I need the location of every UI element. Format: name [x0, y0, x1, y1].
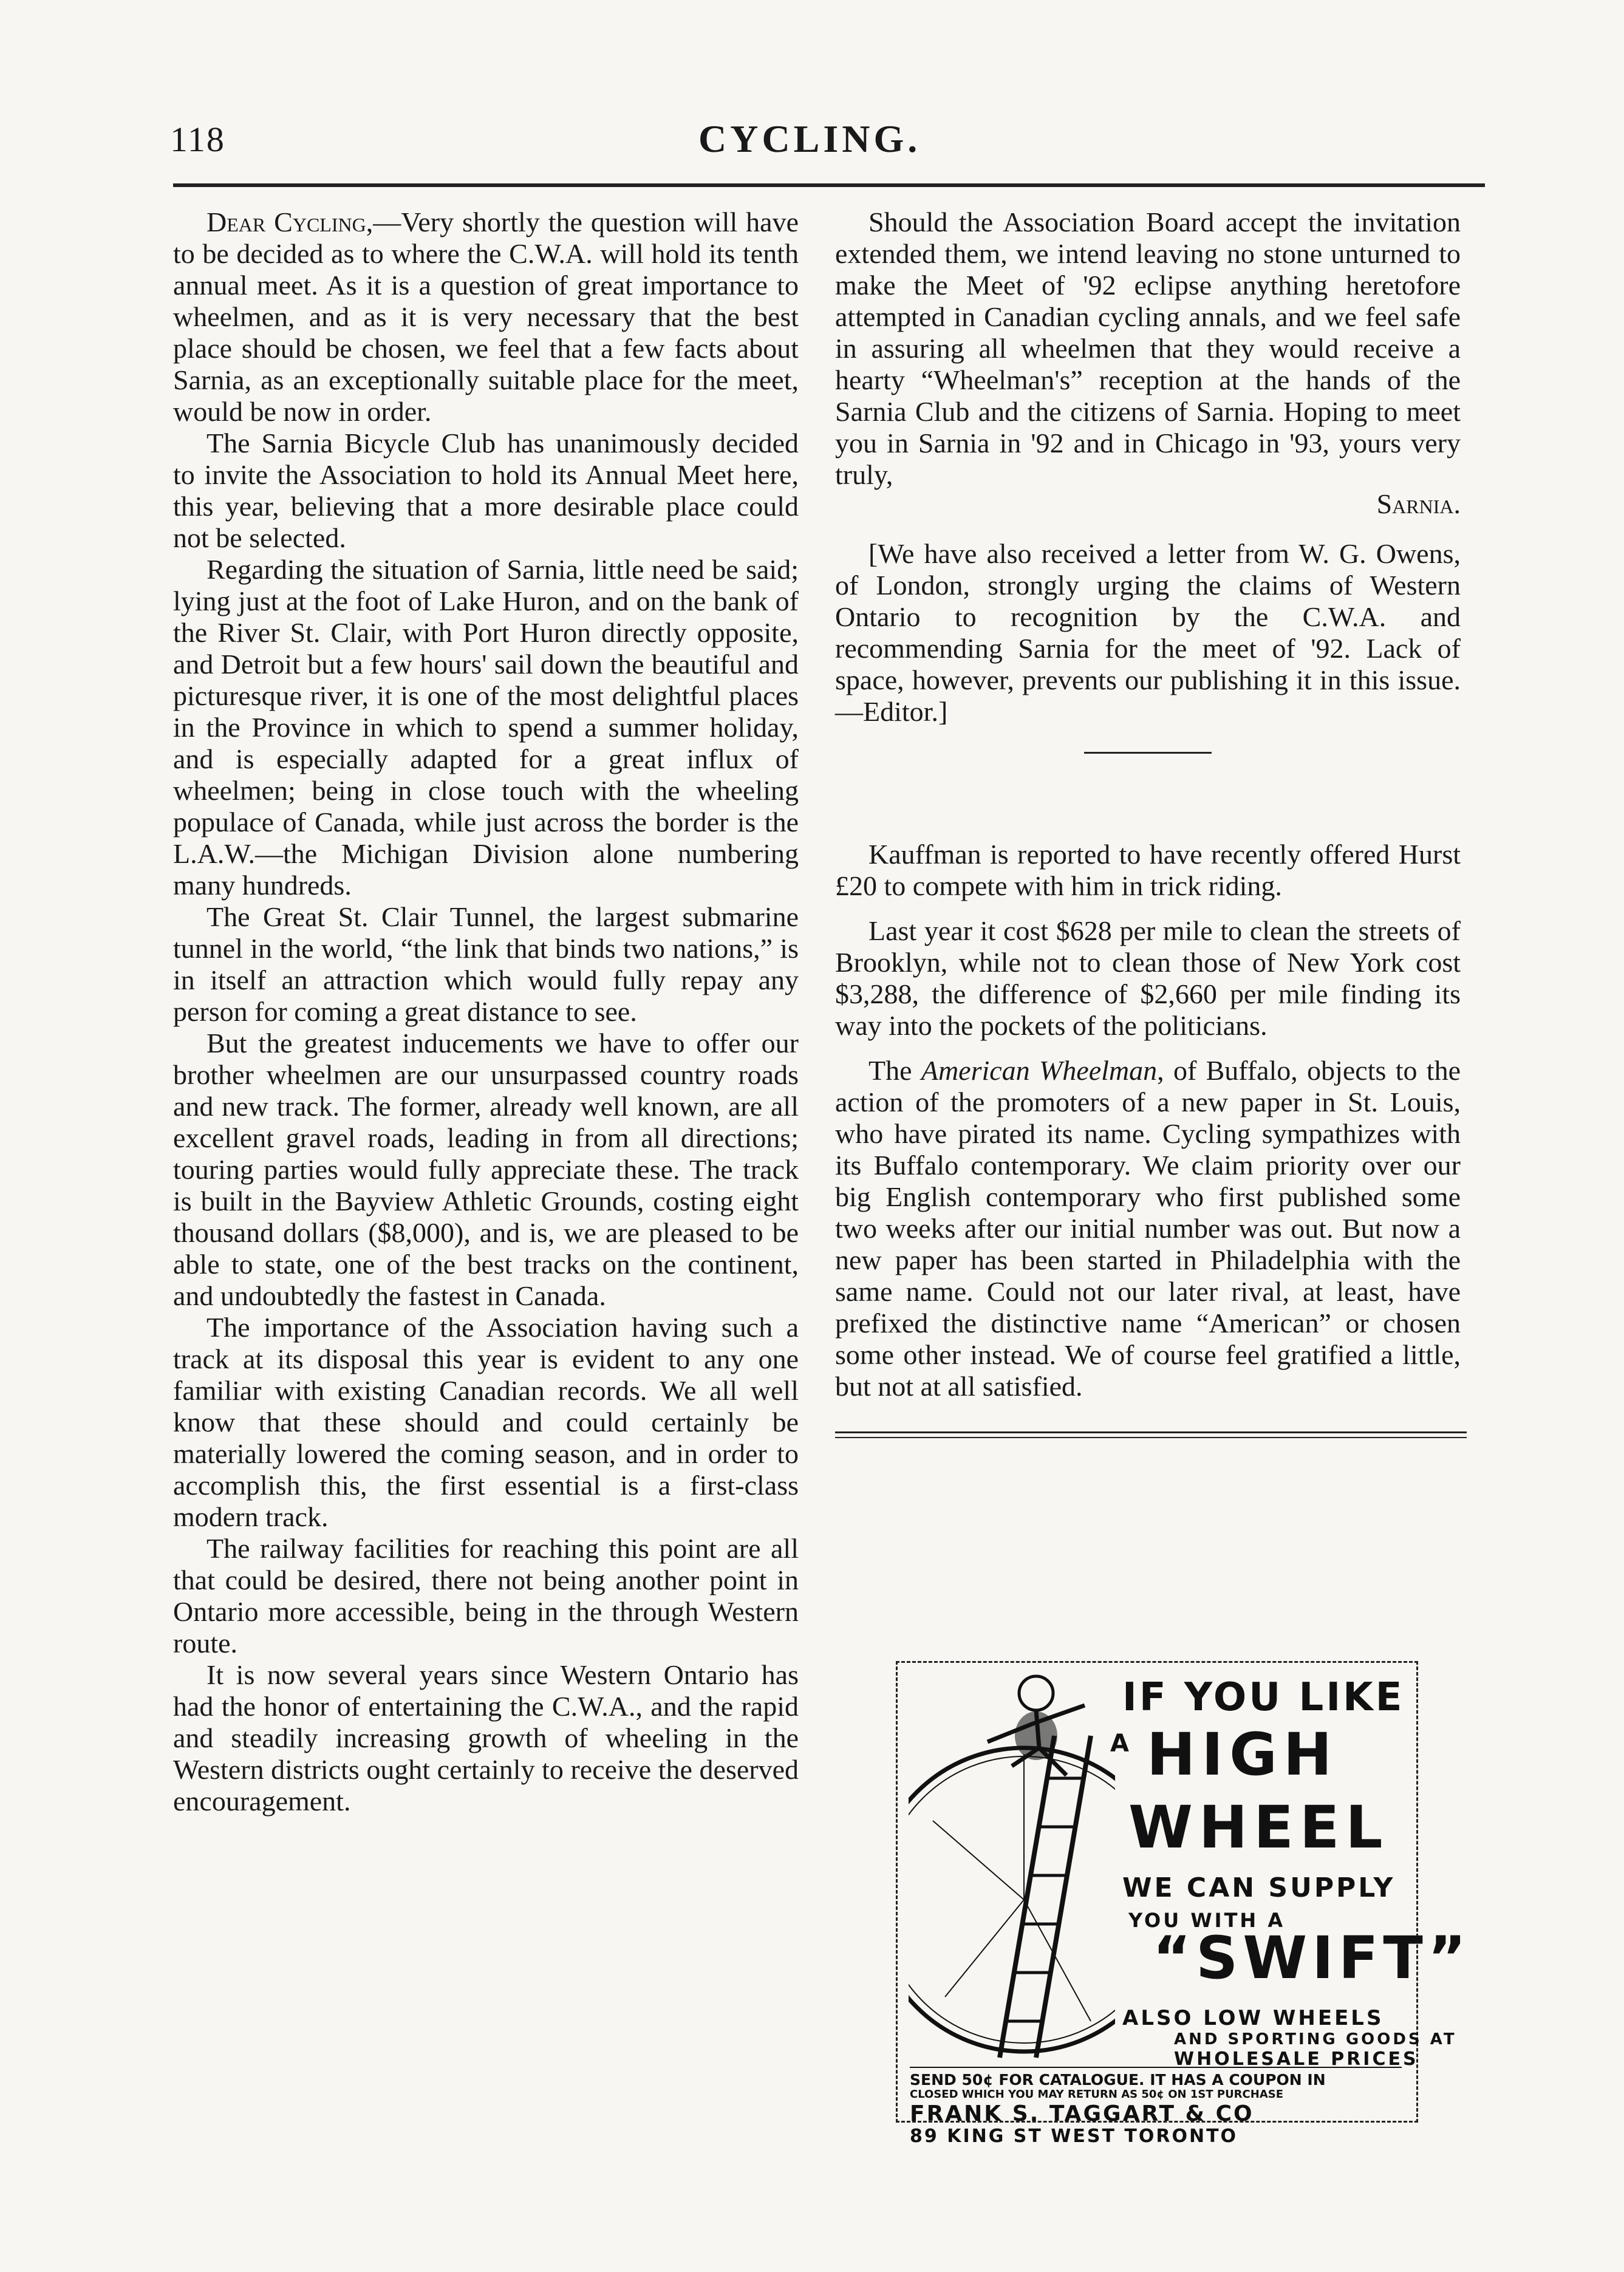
page-number: 118 [170, 120, 225, 159]
ad-text: WE CAN SUPPLY [1122, 1872, 1396, 1903]
publication-title: American Wheelman [921, 1055, 1158, 1086]
letter-paragraph: But the greatest inducements we have to offer our brother wheelmen are our unsurpassed country roads and new track. The former, already well known, are all excellent gravel roads, leading in from all directions; touring parties would fully appreciate these. The track is built in the Bayview Athletic Grounds, costing eight thousand dollars ($8,000), and is, we are pleased to be able to state, one of the best tracks on the continent, and undoubtedly the fastest in Canada. [173, 1028, 799, 1311]
letter-paragraph: The importance of the Association having such a track at its disposal this year is evident to any one familiar with existing Canadian records. We all well know that these should and could certainly be materially lowered the coming season, and in order to accomplish this, the first essential is a first-class modern track. [173, 1312, 799, 1532]
advert-divider [835, 1431, 1467, 1438]
letter-paragraph: The Great St. Clair Tunnel, the largest submarine tunnel in the world, “the link that binds two nations,” is in itself an attraction which would fully repay any person for coming a great distance to see. [173, 901, 799, 1027]
ad-brand: “SWIFT” [1153, 1924, 1471, 1992]
news-item: Kauffman is reported to have recently offered Hurst £20 to compete with him in trick riding. [835, 839, 1461, 901]
header-rule [173, 183, 1485, 187]
section-divider [1084, 752, 1212, 754]
ad-text: ALSO LOW WHEELS [1122, 2006, 1384, 2030]
letter-paragraph: It is now several years since Western Ontario has had the honor of entertaining the C.W.A., and the rapid and steadily increasing growth of wheeling in the Western districts ought certainly to receive the deserved encouragement. [173, 1659, 799, 1817]
editor-note: [We have also received a letter from W. G. Owens, of London, strongly urging the claims of Western Ontario to recognition by the C.W.A. and recommending Sarnia for the meet of '92. Lack of space, however, prevents our publishing it in this issue.—Editor.] [835, 538, 1461, 727]
letter-signature: Sarnia. [1376, 488, 1461, 519]
ad-headline: HIGH [1147, 1721, 1339, 1789]
news-text: , of Buffalo, objects to the action of the promoters of a new paper in St. Louis, who have pirated its name. Cycling sympathizes with its Buffalo contemporary. We claim priority over our big English contemporary who first published some two weeks after our initial number was out. But now a new paper has been started in Philadelphia with the same name. Could not our later rival, at least, have prefixed the distinctive name “American” or chosen some other instead. We of course feel gratified a little, but not at all satisfied. [835, 1055, 1461, 1402]
ad-offer: SEND 50¢ FOR CATALOGUE. IT HAS A COUPON IN [910, 2071, 1326, 2089]
ad-headline: IF YOU LIKE [1122, 1675, 1405, 1720]
ad-address: 89 KING ST WEST TORONTO [910, 2126, 1238, 2147]
letter-paragraph-text: —Very shortly the question will have to be decided as to where the C.W.A. will hold its tenth annual meet. As it is a question of great importance to wheelmen, and as it is very necessary that the best place should be chosen, we feel that a few facts about Sarnia, as an exceptionally suitable place for the meet, would be now in order. [173, 206, 799, 427]
salutation: Dear Cycling, [206, 206, 374, 237]
ad-text: A [1110, 1730, 1131, 1758]
letter-paragraph: The railway facilities for reaching this point are all that could be desired, there not being another point in Ontario more accessible, being in the through Western route. [173, 1533, 799, 1659]
running-title: CYCLING. [698, 117, 921, 160]
ad-text: WHOLESALE PRICES [1174, 2049, 1419, 2070]
ad-headline: WHEEL [1128, 1793, 1389, 1861]
ad-divider [910, 2067, 1402, 2068]
ad-offer: CLOSED WHICH YOU MAY RETURN AS 50¢ ON 1ST PURCHASE [910, 2088, 1284, 2101]
ad-text: YOU WITH A [1128, 1909, 1286, 1932]
letter-paragraph: Regarding the situation of Sarnia, little need be said; lying just at the foot of Lake Huron, and on the bank of the River St. Clair, with Port Huron directly opposite, and Detroit but a few hours' sail down the beautiful and picturesque river, it is one of the most delightful places in the Province in which to spend a summer holiday, and is especially adapted for a great influx of wheelmen; being in close touch with the wheeling populace of Canada, while just across the border is the L.A.W.—the Michigan Division alone numbering many hundreds. [173, 554, 799, 901]
letter-closing: Should the Association Board accept the invitation extended them, we intend leaving no stone unturned to make the Meet of '92 eclipse anything heretofore attempted in Canadian cycling annals, and we feel safe in assuring all wheelmen that they would receive a hearty “Wheelman's” reception at the hands of the Sarnia Club and the citizens of Sarnia. Hoping to meet you in Sarnia in '92 and in Chicago in '93, yours very truly, [835, 206, 1461, 490]
ad-text: AND SPORTING GOODS AT [1174, 2030, 1457, 2049]
news-item-wheelman [835, 1055, 1461, 1402]
high-wheel-bicycle-illustration [909, 1669, 1115, 2064]
news-item: Last year it cost $628 per mile to clean the streets of Brooklyn, while not to clean those of New York cost $3,288, the difference of $2,660 per mile finding its way into the pockets of the politicians. [835, 915, 1461, 1041]
swift-advertisement [896, 1661, 1471, 2147]
left-column [173, 206, 799, 1817]
ad-company: FRANK S. TAGGART & CO [910, 2101, 1254, 2126]
right-column [835, 206, 1461, 1438]
news-text: The [868, 1055, 921, 1086]
letter-paragraph [173, 206, 799, 428]
letter-paragraph: The Sarnia Bicycle Club has unanimously decided to invite the Association to hold its Annual Meet here, this year, believing that a more desirable place could not be selected. [173, 428, 799, 553]
